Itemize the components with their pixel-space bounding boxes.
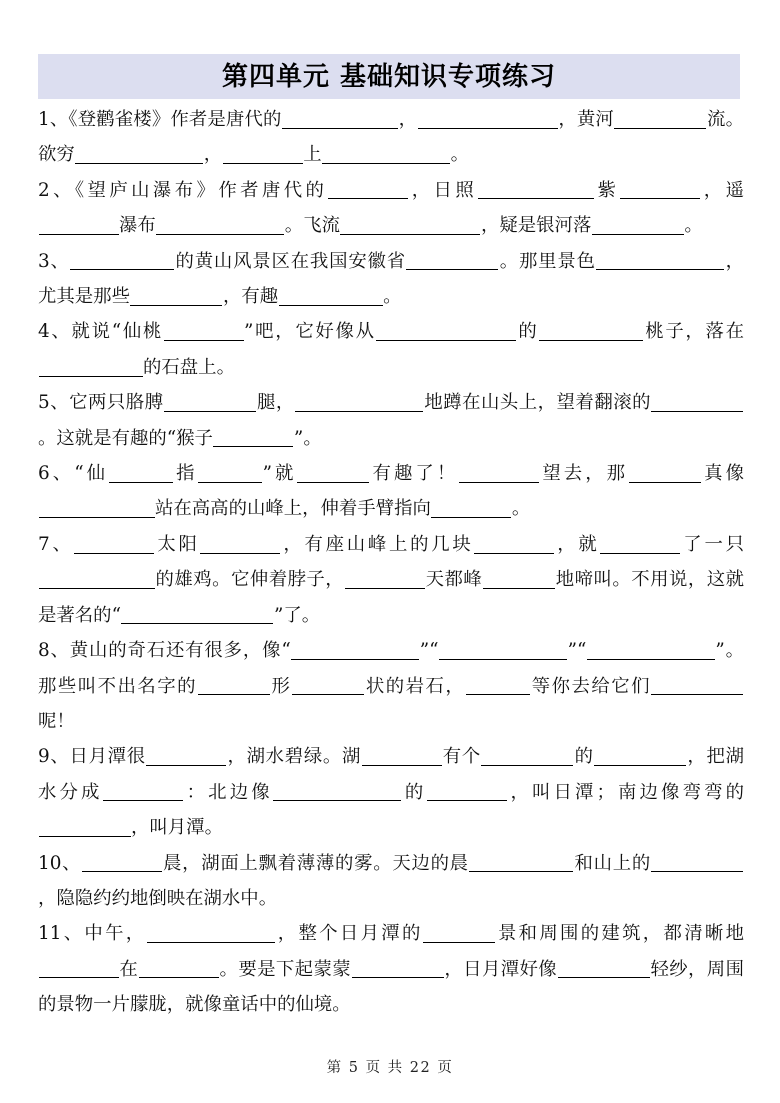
fill-in-blank[interactable] xyxy=(483,569,555,589)
fill-in-blank[interactable] xyxy=(651,392,743,412)
question-item xyxy=(38,385,744,456)
fill-in-blank[interactable] xyxy=(223,144,303,164)
question-text: 。 xyxy=(684,215,703,237)
question-text: 等你去给它们 xyxy=(530,675,651,697)
fill-in-blank[interactable] xyxy=(39,498,155,518)
question-text: 腿， xyxy=(256,392,295,414)
question-text: 的石盘上。 xyxy=(143,356,235,378)
question-text: ，尤其是那些 xyxy=(38,250,744,308)
question-item xyxy=(38,739,744,845)
question-text: ，隐隐约约地倒映在湖水中。 xyxy=(38,887,278,909)
question-text: ，湖水碧绿。湖 xyxy=(226,746,362,768)
question-text: 。飞流 xyxy=(284,215,340,237)
fill-in-blank[interactable] xyxy=(362,746,442,766)
question-text: ， xyxy=(203,144,223,166)
question-text: ，疑是银河落 xyxy=(480,215,592,237)
question-text: ”。那些叫不出名字的 xyxy=(38,640,745,697)
fill-in-blank[interactable] xyxy=(200,533,280,553)
question-text: ，叫月潭。 xyxy=(131,817,223,839)
fill-in-blank[interactable] xyxy=(651,852,743,872)
question-text: 站在高高的山峰上，伸着手臂指向 xyxy=(155,498,431,520)
question-text: ，叫日潭；南边像弯弯的 xyxy=(507,781,744,803)
question-number: 1、 xyxy=(38,109,69,130)
question-text: 流。欲穷 xyxy=(38,109,744,166)
fill-in-blank[interactable] xyxy=(469,852,573,872)
fill-in-blank[interactable] xyxy=(539,321,643,341)
question-number: 6、 xyxy=(38,463,75,485)
fill-in-blank[interactable] xyxy=(620,179,700,199)
question-item xyxy=(38,633,744,739)
fill-in-blank[interactable] xyxy=(474,533,554,553)
fill-in-blank[interactable] xyxy=(481,746,573,766)
question-text: 晨，湖面上飘着薄薄的雾。天边的晨 xyxy=(162,852,469,874)
fill-in-blank[interactable] xyxy=(164,392,256,412)
fill-in-blank[interactable] xyxy=(600,533,680,553)
fill-in-blank[interactable] xyxy=(376,321,516,341)
question-number: 7、 xyxy=(38,533,74,555)
question-text: 太阳 xyxy=(154,533,200,555)
fill-in-blank[interactable] xyxy=(459,462,539,482)
fill-in-blank[interactable] xyxy=(614,108,706,128)
question-text: 的 xyxy=(573,746,594,768)
fill-in-blank[interactable] xyxy=(39,958,119,978)
question-text: 地啼叫。不用说，这就是著名的“ xyxy=(38,569,744,626)
fill-in-blank[interactable] xyxy=(297,462,369,482)
question-text: 黄山的奇石还有很多，像“ xyxy=(69,640,291,662)
fill-in-blank[interactable] xyxy=(147,923,275,943)
question-text: ，日月潭好像 xyxy=(444,958,558,980)
question-number: 4、 xyxy=(38,321,72,343)
fill-in-blank[interactable] xyxy=(292,675,364,695)
question-text: ，有座山峰上的几块 xyxy=(280,533,474,555)
fill-in-blank[interactable] xyxy=(39,569,155,589)
question-item xyxy=(38,456,744,527)
exercise-list xyxy=(38,102,744,1023)
fill-in-blank[interactable] xyxy=(130,285,222,305)
question-item xyxy=(38,173,744,244)
question-text: 天都峰 xyxy=(425,569,483,591)
fill-in-blank[interactable] xyxy=(427,781,507,801)
fill-in-blank[interactable] xyxy=(345,569,425,589)
question-text: ，有趣 xyxy=(222,286,279,308)
question-text: 真像 xyxy=(701,463,744,485)
fill-in-blank[interactable] xyxy=(352,958,444,978)
fill-in-blank[interactable] xyxy=(592,215,684,235)
fill-in-blank[interactable] xyxy=(139,958,219,978)
fill-in-blank[interactable] xyxy=(322,144,450,164)
question-item xyxy=(38,244,744,315)
question-number: 11、 xyxy=(38,923,85,945)
fill-in-blank[interactable] xyxy=(596,250,724,270)
question-text: ，遥 xyxy=(700,179,744,201)
fill-in-blank[interactable] xyxy=(423,923,495,943)
question-text: 。这就是有趣的“猴子 xyxy=(38,427,213,449)
fill-in-blank[interactable] xyxy=(279,285,383,305)
fill-in-blank[interactable] xyxy=(418,108,558,128)
fill-in-blank[interactable] xyxy=(75,144,203,164)
question-text: 了一只 xyxy=(680,533,744,555)
question-text: ，黄河 xyxy=(558,109,614,130)
question-text: 指 xyxy=(173,463,198,485)
question-text: ，日照 xyxy=(408,179,478,201)
fill-in-blank[interactable] xyxy=(466,675,530,695)
question-text: ”。 xyxy=(293,427,322,449)
question-text: 的 xyxy=(401,781,427,803)
question-text: 在 xyxy=(119,958,139,980)
question-text: 《登鹳雀楼》作者是唐代的 xyxy=(68,109,282,130)
question-text: 桃子，落在 xyxy=(643,321,744,343)
question-number: 5、 xyxy=(38,392,70,414)
question-text: 。 xyxy=(383,286,402,308)
question-text: ， xyxy=(398,109,418,130)
fill-in-blank[interactable] xyxy=(629,462,701,482)
fill-in-blank[interactable] xyxy=(70,250,174,270)
fill-in-blank[interactable] xyxy=(587,639,715,659)
question-text: 瀑布 xyxy=(119,215,156,237)
fill-in-blank[interactable] xyxy=(198,675,270,695)
question-text: 和山上的 xyxy=(573,852,651,874)
question-text: 就说“仙桃 xyxy=(71,321,164,343)
question-text: 景和周围的建筑，都清晰地 xyxy=(495,923,744,945)
question-text: 形 xyxy=(270,675,292,697)
fill-in-blank[interactable] xyxy=(121,604,273,624)
fill-in-blank[interactable] xyxy=(74,533,154,553)
question-text: ，就 xyxy=(554,533,600,555)
question-text: ，把湖水分成 xyxy=(38,746,744,803)
question-number: 8、 xyxy=(38,640,70,662)
question-text: 上 xyxy=(303,144,322,166)
question-number: 2、 xyxy=(38,179,75,201)
fill-in-blank[interactable] xyxy=(406,250,498,270)
question-text: “仙 xyxy=(74,463,109,485)
question-text: 轻纱，周围的景物一片朦胧，就像童话中的仙境。 xyxy=(38,958,744,1016)
question-text: 的黄山风景区在我国安徽省 xyxy=(174,250,406,272)
question-text: 望去，那 xyxy=(539,463,629,485)
fill-in-blank[interactable] xyxy=(295,392,423,412)
question-text: ”“ xyxy=(567,640,587,662)
question-text: 有个 xyxy=(442,746,481,768)
fill-in-blank[interactable] xyxy=(39,816,131,836)
fill-in-blank[interactable] xyxy=(198,462,262,482)
fill-in-blank[interactable] xyxy=(478,179,594,199)
question-text: 地蹲在山头上，望着翻滚的 xyxy=(423,392,651,414)
question-text: 。 xyxy=(450,144,470,166)
fill-in-blank[interactable] xyxy=(282,108,398,128)
page-footer: 第 5 页 共 22 页 xyxy=(326,1060,454,1076)
question-text: 的雄鸡。它伸着脖子， xyxy=(155,569,345,591)
page-title: 第四单元 基础知识专项练习 xyxy=(221,61,557,92)
fill-in-blank[interactable] xyxy=(109,462,173,482)
question-text: 。那里景色 xyxy=(498,250,596,272)
question-text: 紫 xyxy=(594,179,620,201)
question-text: ，整个日月潭的 xyxy=(275,923,423,945)
fill-in-blank[interactable] xyxy=(651,675,743,695)
question-number: 3、 xyxy=(38,250,70,272)
fill-in-blank[interactable] xyxy=(213,427,293,447)
question-text: 有趣了！ xyxy=(369,463,459,485)
question-text: 呢！ xyxy=(38,710,75,732)
question-text: ”“ xyxy=(419,640,439,662)
question-number: 9、 xyxy=(38,746,70,768)
fill-in-blank[interactable] xyxy=(328,179,408,199)
question-text: ：北边像 xyxy=(183,781,273,803)
question-text: 。要是下起蒙蒙 xyxy=(219,958,352,980)
fill-in-blank[interactable] xyxy=(164,321,244,341)
fill-in-blank[interactable] xyxy=(273,781,401,801)
question-text: 《望庐山瀑布》作者唐代的 xyxy=(74,179,328,201)
fill-in-blank[interactable] xyxy=(439,639,567,659)
question-text: 。 xyxy=(511,498,531,520)
fill-in-blank[interactable] xyxy=(291,639,419,659)
question-text: 日月潭很 xyxy=(69,746,146,768)
question-text: 它两只胳膊 xyxy=(69,392,164,414)
question-item xyxy=(38,314,744,385)
question-item xyxy=(38,916,744,1022)
question-text: ”了。 xyxy=(273,604,321,626)
question-text: ”就 xyxy=(262,463,297,485)
question-text: 的 xyxy=(516,321,539,343)
fill-in-blank[interactable] xyxy=(146,746,226,766)
question-text: 状的岩石， xyxy=(364,675,466,697)
fill-in-blank[interactable] xyxy=(340,215,480,235)
page-title-banner xyxy=(38,54,740,99)
fill-in-blank[interactable] xyxy=(594,746,686,766)
fill-in-blank[interactable] xyxy=(39,356,143,376)
question-number: 10、 xyxy=(38,852,82,874)
question-item xyxy=(38,527,744,633)
fill-in-blank[interactable] xyxy=(82,852,162,872)
fill-in-blank[interactable] xyxy=(39,215,119,235)
fill-in-blank[interactable] xyxy=(558,958,650,978)
question-text: ”吧，它好像从 xyxy=(244,321,376,343)
fill-in-blank[interactable] xyxy=(156,215,284,235)
question-item xyxy=(38,846,744,917)
fill-in-blank[interactable] xyxy=(431,498,511,518)
question-item xyxy=(38,102,744,173)
question-text: 中午， xyxy=(84,923,147,945)
fill-in-blank[interactable] xyxy=(103,781,183,801)
